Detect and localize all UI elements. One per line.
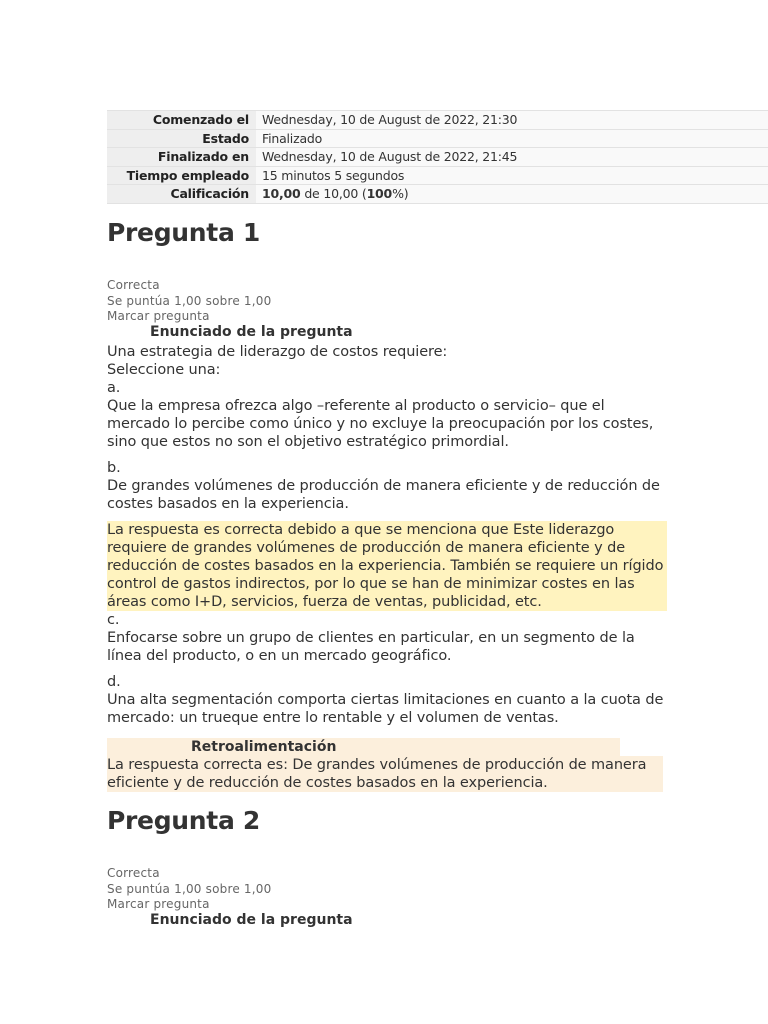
specific-feedback: La respuesta es correcta debido a que se menciona que Este liderazgo requiere de grandes volúmenes de producción de manera eficiente y de reducción de costes basados en la experiencia. También se requiere un rígido control de gastos indirectos, por lo que se han de minimizar costes en las áreas como I+D, servicios, fuerza de ventas, publicidad, etc.: [107, 521, 667, 611]
summary-label: Estado: [107, 129, 256, 148]
summary-label: Finalizado en: [107, 148, 256, 167]
option-c-letter[interactable]: c.: [107, 612, 120, 628]
option-d-letter[interactable]: d.: [107, 674, 121, 690]
option-a-text[interactable]: Que la empresa ofrezca algo –referente al producto o servicio– que el mercado lo percibe como único y no excluye la preocupación por los costes, sino que estos no son el objetivo estratégico primordial.: [107, 398, 654, 450]
question-1-info: [107, 278, 271, 325]
select-prompt: Seleccione una:: [107, 362, 221, 378]
question-1-content: [107, 343, 667, 727]
summary-label: Tiempo empleado: [107, 166, 256, 185]
grade-mid: de 10,00 (: [300, 186, 367, 202]
feedback-heading-text: Retroalimentación: [191, 739, 337, 755]
question-statement-title: Enunciado de la pregunta: [150, 912, 353, 928]
attempt-summary-table: [107, 110, 768, 204]
grade-end: %): [392, 186, 409, 202]
question-1-heading: Pregunta 1: [107, 218, 261, 247]
grade-percent: 100: [366, 186, 393, 202]
summary-row-finished: [107, 148, 768, 167]
summary-row-time: [107, 166, 768, 185]
summary-value: Wednesday, 10 de August de 2022, 21:30: [256, 111, 768, 130]
flag-question-link[interactable]: Marcar pregunta: [107, 897, 210, 911]
question-statement-title: Enunciado de la pregunta: [150, 324, 353, 340]
summary-row-grade: [107, 185, 768, 204]
option-c-text[interactable]: Enfocarse sobre un grupo de clientes en particular, en un segmento de la línea del producto, o en un mercado geográfico.: [107, 630, 635, 664]
option-b-text[interactable]: De grandes volúmenes de producción de manera eficiente y de reducción de costes basados en la experiencia.: [107, 478, 660, 512]
summary-label: Comenzado el: [107, 111, 256, 130]
summary-row-state: [107, 129, 768, 148]
summary-label: Calificación: [107, 185, 256, 204]
question-2-info: [107, 866, 271, 913]
question-text: Una estrategia de liderazgo de costos requiere:: [107, 344, 448, 360]
summary-value: 15 minutos 5 segundos: [256, 166, 768, 185]
correct-answer-feedback: La respuesta correcta es: De grandes volúmenes de producción de manera eficiente y de reducción de costes basados en la experiencia.: [107, 756, 663, 792]
flag-question-link[interactable]: Marcar pregunta: [107, 309, 210, 323]
option-a-letter[interactable]: a.: [107, 380, 121, 396]
option-d-text[interactable]: Una alta segmentación comporta ciertas limitaciones en cuanto a la cuota de mercado: un trueque entre lo rentable y el volumen de ventas.: [107, 692, 664, 726]
summary-row-started: [107, 111, 768, 130]
question-state: Correcta: [107, 866, 160, 880]
question-2-heading: Pregunta 2: [107, 806, 261, 835]
summary-value: [256, 185, 768, 204]
summary-value: Wednesday, 10 de August de 2022, 21:45: [256, 148, 768, 167]
grade-score: 10,00: [262, 186, 301, 202]
question-grade: Se puntúa 1,00 sobre 1,00: [107, 881, 272, 896]
summary-value: Finalizado: [256, 129, 768, 148]
question-grade: Se puntúa 1,00 sobre 1,00: [107, 293, 272, 308]
option-b-letter[interactable]: b.: [107, 460, 121, 476]
feedback-heading: [107, 738, 620, 757]
question-state: Correcta: [107, 278, 160, 292]
